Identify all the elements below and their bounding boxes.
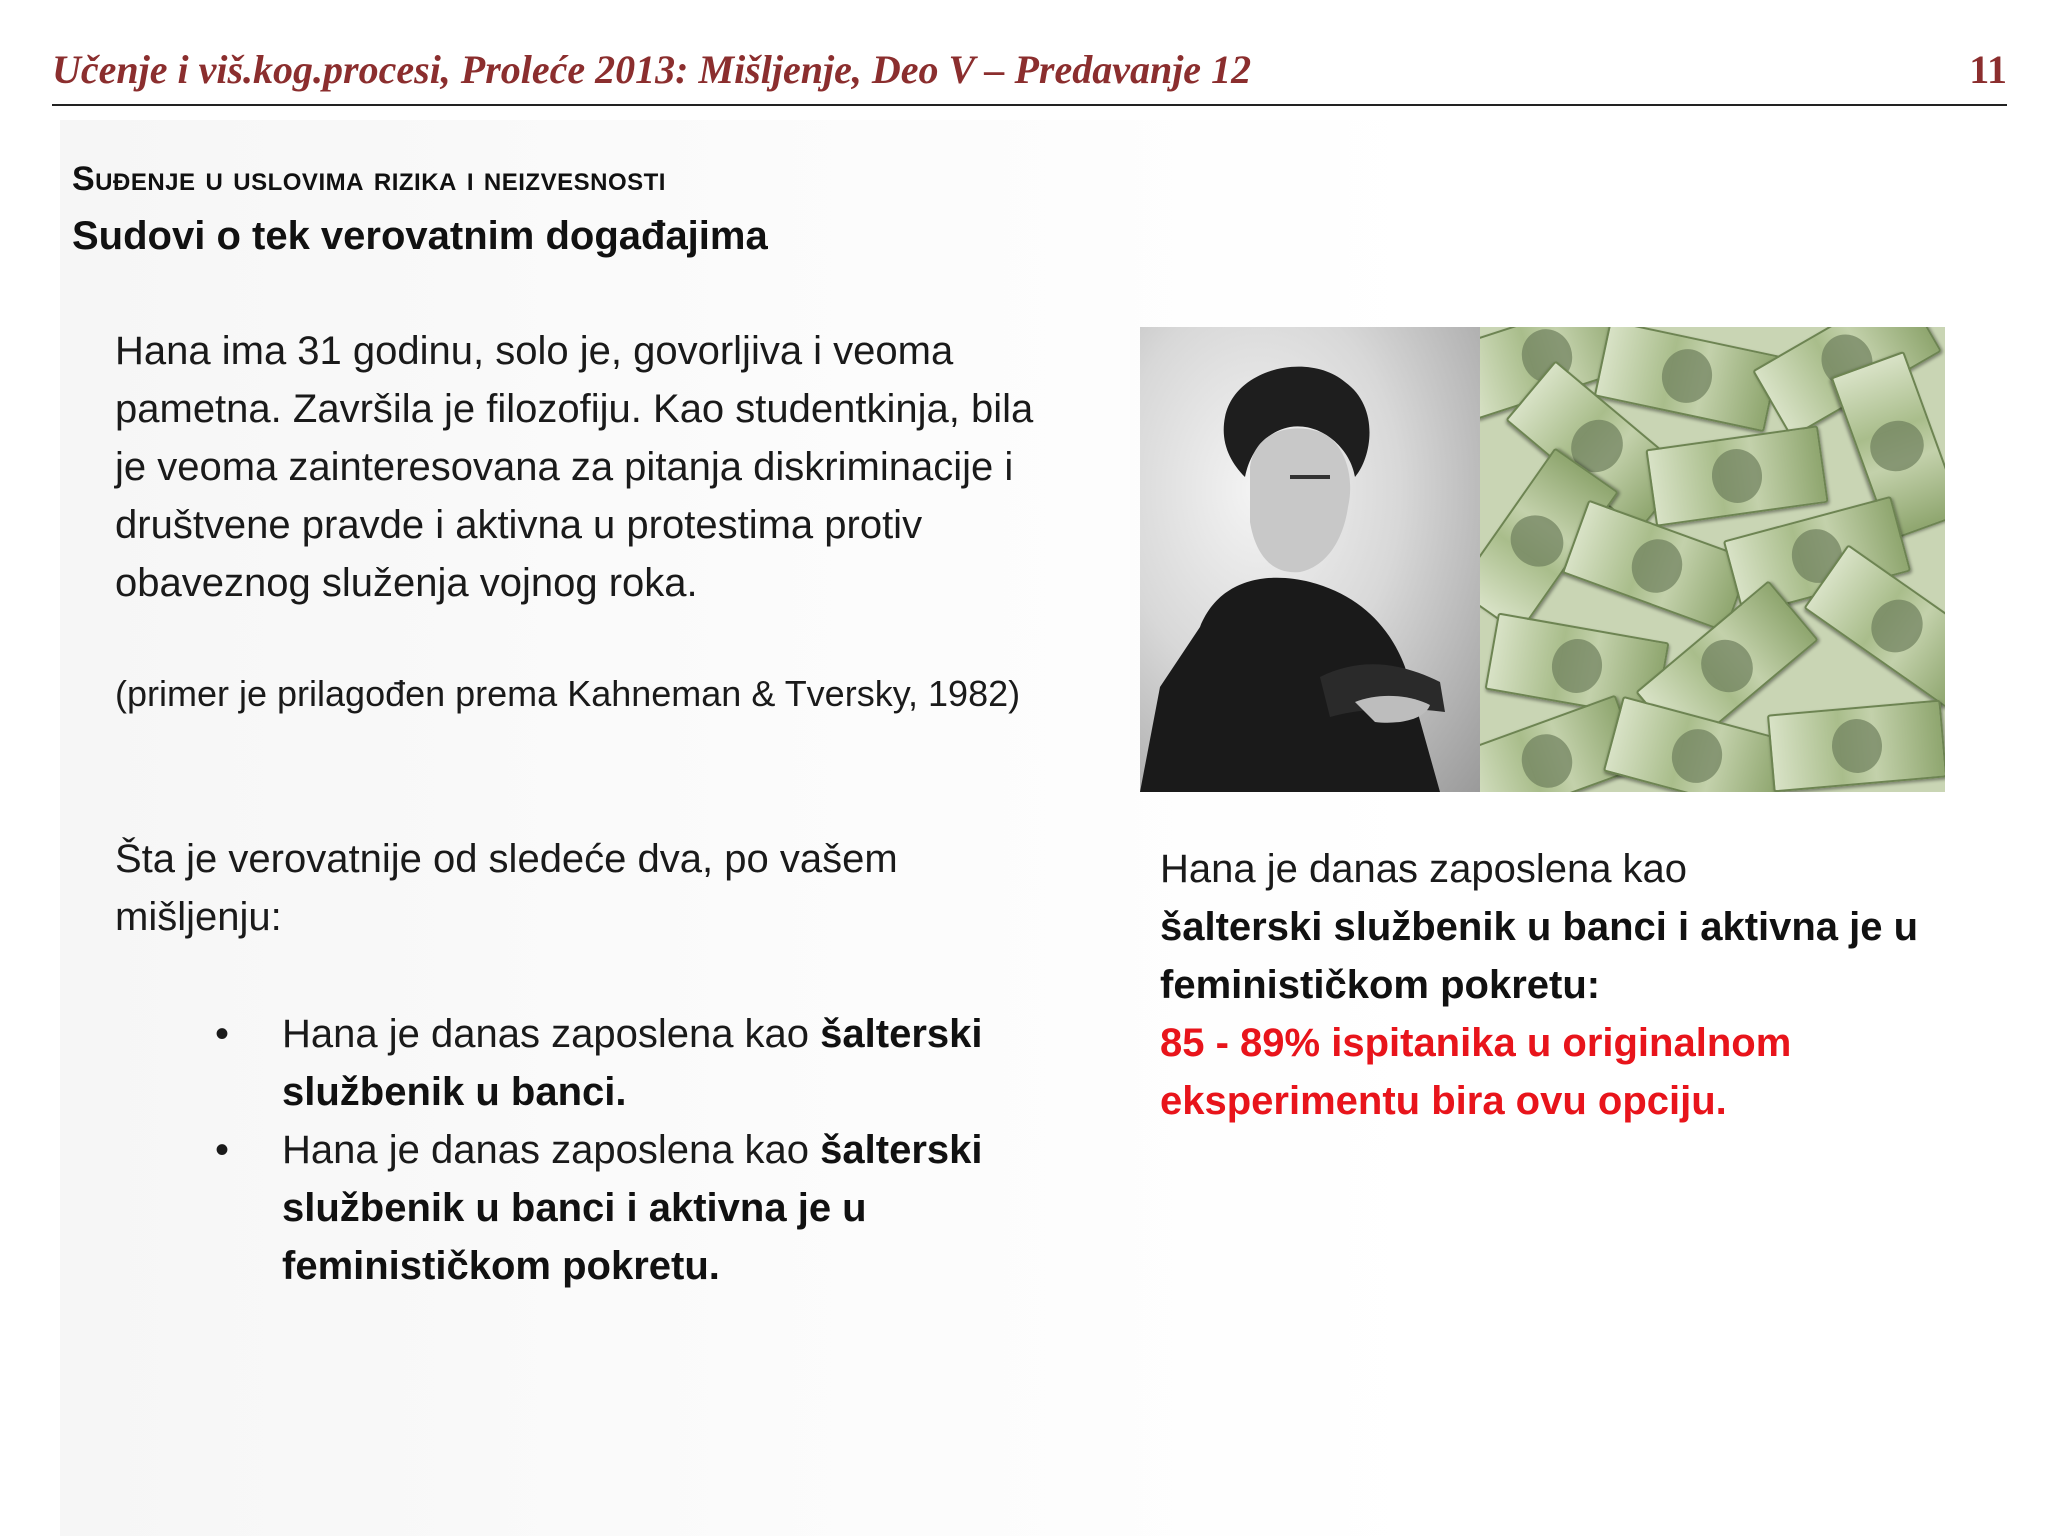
option-item bbox=[215, 1121, 1045, 1295]
option-item bbox=[215, 1005, 1045, 1121]
result-statistic: 85 - 89% ispitanika u originalnom eksperimentu bira ovu opciju. bbox=[1160, 1021, 1792, 1123]
option-bold-text: šalterski službenik u banci. bbox=[282, 1012, 983, 1114]
story-paragraph: Hana ima 31 godinu, solo je, govorljiva i veoma pametna. Završila je filozofiju. Kao studentkinja, bila je veoma zainteresovana za pitanja diskriminacije i društvene pravde i aktivna u protestima protiv obaveznog služenja vojnog roka. bbox=[115, 329, 1034, 605]
portrait-photo bbox=[1140, 327, 1480, 792]
citation: (primer je prilagođen prema Kahneman & Tversky, 1982) bbox=[115, 673, 1021, 714]
header-divider bbox=[52, 104, 2007, 106]
option-bold-text: šalterski službenik u banci i aktivna je u feminističkom pokretu. bbox=[282, 1128, 983, 1288]
banknote bbox=[1645, 425, 1828, 526]
section-title: Suđenje u uslovima rizika i neizvesnosti bbox=[72, 160, 666, 198]
section-subtitle: Sudovi o tek verovatnim događajima bbox=[72, 214, 768, 258]
illustration-image bbox=[1140, 327, 1945, 792]
header-title: Učenje i viš.kog.procesi, Proleće 2013: Mišljenje, Deo V – Predavanje 12 bbox=[52, 47, 1252, 92]
portrait-figure bbox=[1140, 327, 1480, 792]
banknote bbox=[1767, 700, 1945, 792]
result-bold: šalterski službenik u banci i aktivna je u feminističkom pokretu: bbox=[1160, 905, 1919, 1007]
money-photo bbox=[1480, 327, 1945, 792]
result-lead: Hana je danas zaposlena kao bbox=[1160, 847, 1688, 891]
bullet-icon: • bbox=[215, 1128, 230, 1172]
result-box bbox=[1160, 840, 1960, 1130]
option-list bbox=[215, 1005, 1045, 1295]
page-number: 11 bbox=[1969, 47, 2007, 92]
question: Šta je verovatnije od sledeće dva, po vašem mišljenju: bbox=[115, 837, 898, 939]
option-text: Hana je danas zaposlena kao bbox=[282, 1012, 821, 1056]
bullet-icon: • bbox=[215, 1012, 230, 1056]
slide-header bbox=[52, 46, 2007, 106]
option-text: Hana je danas zaposlena kao bbox=[282, 1128, 821, 1172]
